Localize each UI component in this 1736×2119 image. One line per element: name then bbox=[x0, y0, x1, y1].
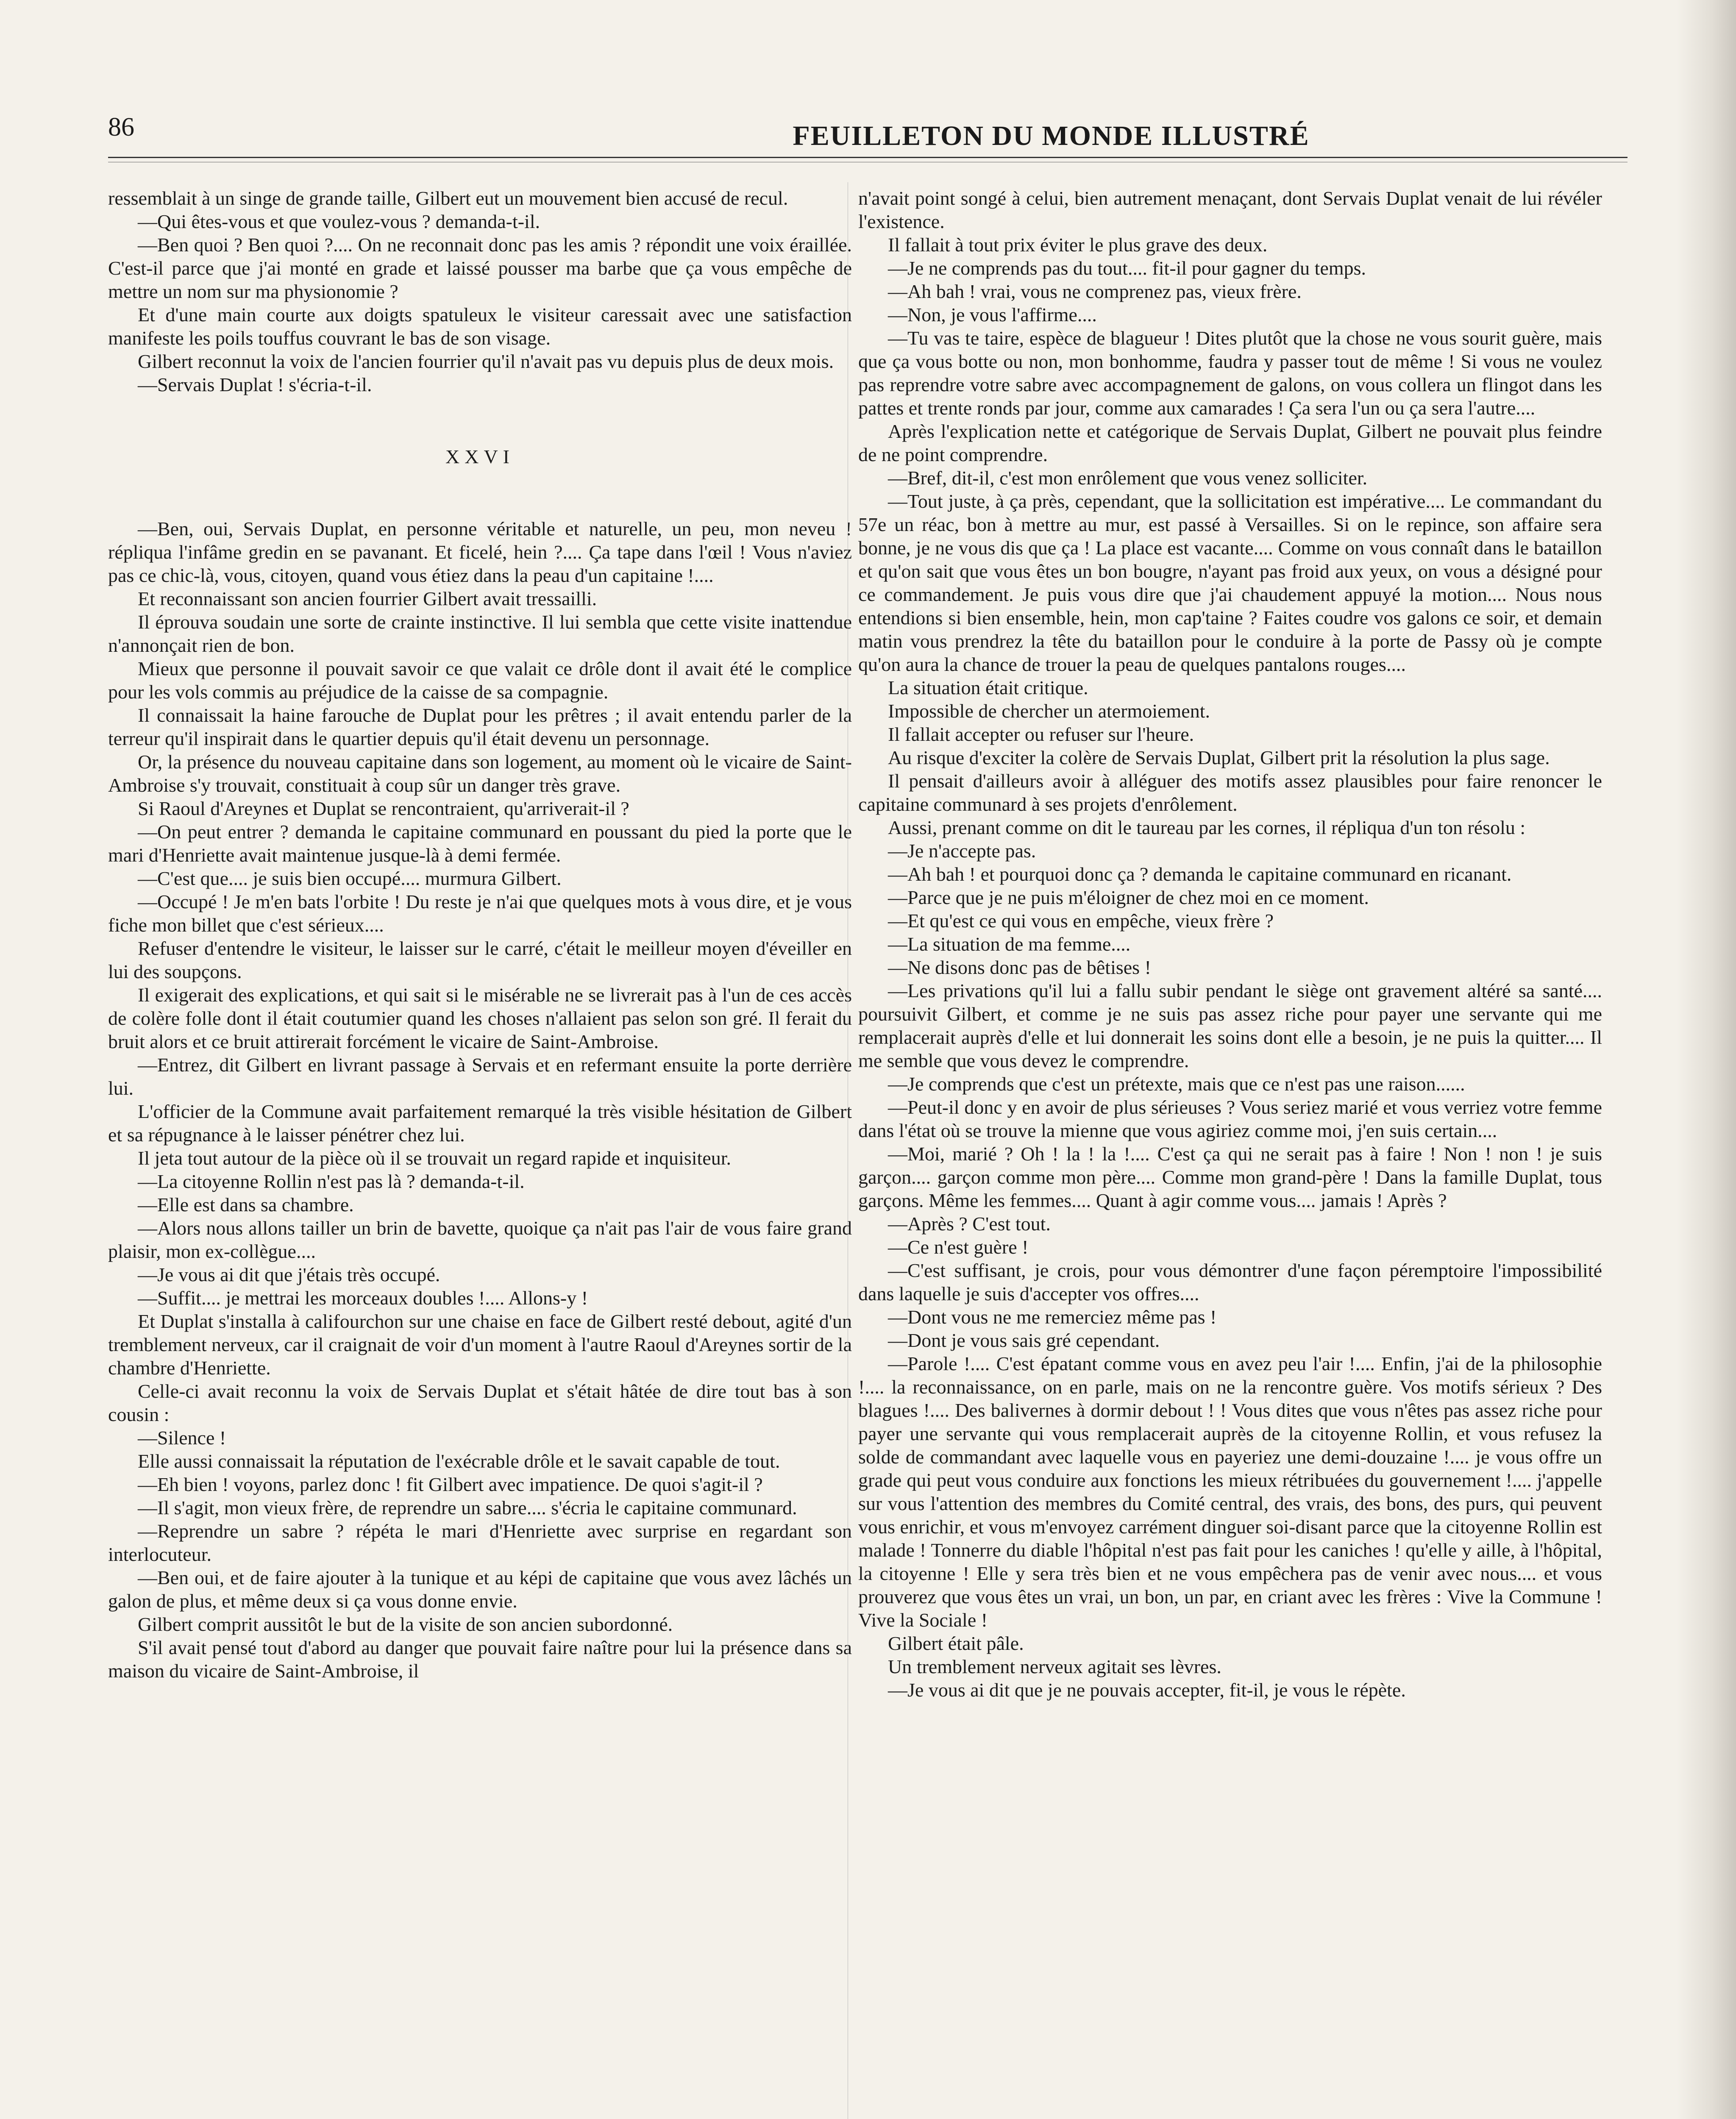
paragraph: —Occupé ! Je m'en bats l'orbite ! Du reste je n'ai que quelques mots à vous dire, et je vous fiche mon billet que c'est sérieux.... bbox=[108, 891, 852, 936]
paragraph: —Dont je vous sais gré cependant. bbox=[888, 1329, 1160, 1351]
page-edge-shadow bbox=[1677, 0, 1736, 2119]
paragraph: Or, la présence du nouveau capitaine dans son logement, au moment où le vicaire de Saint-Ambroise s'y trouvait, constituait à coup sûr un danger très grave. bbox=[108, 751, 852, 796]
paragraph: —C'est suffisant, je crois, pour vous démontrer d'une façon péremptoire l'impossibilité dans laquelle je suis d'accepter vos offres.... bbox=[858, 1260, 1602, 1304]
paragraph: Gilbert reconnut la voix de l'ancien fourrier qu'il n'avait pas vu depuis plus de deux mois. bbox=[138, 350, 834, 372]
paragraph: —Je n'accepte pas. bbox=[888, 840, 1036, 862]
paragraph: La situation était critique. bbox=[888, 677, 1088, 698]
paragraph: n'avait point songé à celui, bien autrement menaçant, dont Servais Duplat venait de lui révéler l'existence. bbox=[858, 187, 1602, 232]
paragraph: Si Raoul d'Areynes et Duplat se rencontraient, qu'arriverait-il ? bbox=[138, 798, 629, 819]
left-column-intro bbox=[108, 186, 852, 396]
paragraph: —Parole !.... C'est épatant comme vous en avez peu l'air !.... Enfin, j'ai de la philosophie !.... la reconnaissance, on en parle, mais on ne la rencontre guère. Vos motifs sérieux ? Des blagues !.... Des balivernes à dormir debout ! ! Vous dites que vous n'êtes pas assez riche pour payer une servante qui vous remplacerait auprès de la citoyenne Rollin, et vous refusez la solde de commandant avec laquelle vous en payeriez une demi-douzaine !.... je vous offre un grade qui peut vous conduire aux fonctions les mieux rétribuées du gouvernement !.... j'appelle sur vous l'attention des membres du Comité central, des vrais, des bons, des purs, qui peuvent vous enrichir, et vous m'envoyez carrément dinguer soi-disant parce que la citoyenne Rollin est malade ! Tonnerre du diable l'hôpital n'est pas fait pour les caniches ! qu'elle y aille, à l'hôpital, la citoyenne ! Elle y sera très bien et ne vous empêchera pas de venir avec nous.... et vous prouverez que vous êtes un vrai, un bon, un par, en criant avec les frères : Vive la Commune ! Vive la Sociale ! bbox=[858, 1353, 1602, 1631]
paragraph: —Ah bah ! vrai, vous ne comprenez pas, vieux frère. bbox=[888, 281, 1302, 302]
paragraph: Il jeta tout autour de la pièce où il se trouvait un regard rapide et inquisiteur. bbox=[138, 1147, 731, 1169]
paragraph: Il éprouva soudain une sorte de crainte instinctive. Il lui sembla que cette visite inattendue n'annonçait rien de bon. bbox=[108, 611, 852, 656]
paragraph: —La situation de ma femme.... bbox=[888, 933, 1131, 955]
paragraph: —Tu vas te taire, espèce de blagueur ! Dites plutôt que la chose ne vous sourit guère, mais que ça vous botte ou non, mon bonhomme, faudra y passer tout de même ! Si vous ne voulez pas reprendre votre sabre avec accompagnement de galons, on vous collera un flingot dans les pattes et trente ronds par jour, comme aux camarades ! Ça sera l'un ou ça sera l'autre.... bbox=[858, 327, 1602, 419]
paragraph: —Et qu'est ce qui vous en empêche, vieux frère ? bbox=[888, 910, 1274, 932]
paragraph: —Je ne comprends pas du tout.... fit-il pour gagner du temps. bbox=[888, 257, 1366, 279]
paragraph: —Ben quoi ? Ben quoi ?.... On ne reconnait donc pas les amis ? répondit une voix éraillée. C'est-il parce que j'ai monté en grade et laissé pousser ma barbe que ça vous empêche de mettre un nom sur ma physionomie ? bbox=[108, 234, 852, 302]
paragraph: Au risque d'exciter la colère de Servais Duplat, Gilbert prit la résolution la plus sage. bbox=[888, 747, 1550, 768]
paragraph: —Je vous ai dit que je ne pouvais accepter, fit-il, je vous le répète. bbox=[888, 1679, 1406, 1701]
paragraph: Et reconnaissant son ancien fourrier Gilbert avait tressailli. bbox=[138, 588, 597, 609]
paragraph: —Silence ! bbox=[138, 1427, 226, 1449]
paragraph: —Qui êtes-vous et que voulez-vous ? demanda-t-il. bbox=[138, 211, 540, 232]
paragraph: —Après ? C'est tout. bbox=[888, 1213, 1051, 1235]
paragraph: —Je comprends que c'est un prétexte, mais que ce n'est pas une raison...... bbox=[888, 1073, 1465, 1095]
paragraph: —Elle est dans sa chambre. bbox=[138, 1194, 354, 1215]
paragraph: —Ah bah ! et pourquoi donc ça ? demanda le capitaine communard en ricanant. bbox=[888, 863, 1512, 885]
paragraph: Mieux que personne il pouvait savoir ce que valait ce drôle dont il avait été le complice pour les vols commis au préjudice de la caisse de sa compagnie. bbox=[108, 658, 852, 703]
paragraph: —C'est que.... je suis bien occupé.... murmura Gilbert. bbox=[138, 868, 562, 889]
paragraph: —Non, je vous l'affirme.... bbox=[888, 304, 1097, 325]
paragraph: —Les privations qu'il lui a fallu subir pendant le siège ont gravement altéré sa santé.... poursuivit Gilbert, et comme je ne suis pas assez riche pour payer une servante qui me remplacerait auprès d'elle et lui donnerait les soins dont elle a besoin, je ne puis la quitter.... Il me semble que vous devez le comprendre. bbox=[858, 980, 1602, 1071]
paragraph: —Entrez, dit Gilbert en livrant passage à Servais et en refermant ensuite la porte derrière lui. bbox=[108, 1054, 852, 1099]
running-title: FEUILLETON DU MONDE ILLUSTRÉ bbox=[793, 120, 1310, 151]
paragraph: S'il avait pensé tout d'abord au danger que pouvait faire naître pour lui la présence dans sa maison du vicaire de Saint-Ambroise, il bbox=[108, 1637, 852, 1682]
paragraph: —La citoyenne Rollin n'est pas là ? demanda-t-il. bbox=[138, 1171, 525, 1192]
paragraph: Il fallait accepter ou refuser sur l'heure. bbox=[888, 723, 1194, 745]
paragraph: Il pensait d'ailleurs avoir à alléguer des motifs assez plausibles pour faire renoncer le capitaine communard à ses projets d'enrôlement. bbox=[858, 770, 1602, 815]
paragraph: Celle-ci avait reconnu la voix de Servais Duplat et s'était hâtée de dire tout bas à son cousin : bbox=[108, 1380, 852, 1425]
paragraph: —Bref, dit-il, c'est mon enrôlement que vous venez solliciter. bbox=[888, 467, 1368, 489]
paragraph: Gilbert était pâle. bbox=[888, 1632, 1024, 1654]
paragraph: —Je vous ai dit que j'étais très occupé. bbox=[138, 1264, 440, 1285]
page-number: 86 bbox=[108, 113, 134, 142]
paragraph: Refuser d'entendre le visiteur, le laisser sur le carré, c'était le meilleur moyen d'éveiller en lui des soupçons. bbox=[108, 937, 852, 982]
paragraph: Il connaissait la haine farouche de Duplat pour les prêtres ; il avait entendu parler de la terreur qu'il inspirait dans le quartier depuis qu'il était devenu un personnage. bbox=[108, 704, 852, 749]
paragraph: Et Duplat s'installa à califourchon sur une chaise en face de Gilbert resté debout, agité d'un tremblement nerveux, car il craignait de voir d'un moment à l'autre Raoul d'Areynes sortir de la chambre d'Henriette. bbox=[108, 1310, 852, 1379]
right-column bbox=[858, 186, 1602, 1702]
paragraph: Elle aussi connaissait la réputation de l'exécrable drôle et le savait capable de tout. bbox=[138, 1450, 780, 1472]
paragraph: —On peut entrer ? demanda le capitaine communard en poussant du pied la porte que le mari d'Henriette avait maintenue jusque-là à demi fermée. bbox=[108, 821, 852, 866]
paragraph: —Ne disons donc pas de bêtises ! bbox=[888, 957, 1151, 978]
paragraph: —Alors nous allons tailler un brin de bavette, quoique ça n'ait pas l'air de vous faire grand plaisir, mon ex-collègue.... bbox=[108, 1217, 852, 1262]
paragraph: Gilbert comprit aussitôt le but de la visite de son ancien subordonné. bbox=[138, 1613, 673, 1635]
paragraph: —Ben oui, et de faire ajouter à la tunique et au képi de capitaine que vous avez lâchés un galon de plus, et même deux si ça vous donne envie. bbox=[108, 1567, 852, 1612]
paragraph: Après l'explication nette et catégorique de Servais Duplat, Gilbert ne pouvait plus feindre de ne point comprendre. bbox=[858, 420, 1602, 465]
paragraph: Il fallait à tout prix éviter le plus grave des deux. bbox=[888, 234, 1268, 256]
header-rule bbox=[108, 157, 1628, 158]
paragraph: —Tout juste, à ça près, cependant, que la sollicitation est impérative.... Le commandant du 57e un réac, bon à mettre au mur, est passé à Versailles. Si on le repince, son affaire sera bonne, je ne vous dis que ça ! La place est vacante.... Comme on vous connaît dans le bataillon et qu'on sait que vous êtes un bon bougre, n'ayant pas froid aux yeux, on vous a désigné pour ce commandement. Je puis vous dire que j'ai chaudement appuyé la motion.... Nous nous entendions si bien ensemble, hein, mon cap'taine ? Faites coudre vos galons ce soir, et demain matin vous prendrez la tête du bataillon pour le conduire à la porte de Passy où je compte qu'on aura la chance de trouer la peau de quelques pantalons rouges.... bbox=[858, 490, 1602, 675]
left-column-chapter-text bbox=[108, 517, 852, 1682]
paragraph: —Il s'agit, mon vieux frère, de reprendre un sabre.... s'écria le capitaine communard. bbox=[138, 1497, 797, 1518]
paragraph: —Suffit.... je mettrai les morceaux doubles !.... Allons-y ! bbox=[138, 1287, 588, 1309]
paragraph: —Ben, oui, Servais Duplat, en personne véritable et naturelle, un peu, mon neveu ! répliqua l'infâme gredin en se pavanant. Et ficelé, hein ?.... Ça tape dans l'œil ! Vous n'aviez pas ce chic-là, vous, citoyen, quand vous étiez dans la peau d'un capitaine !.... bbox=[108, 518, 852, 586]
paragraph: Aussi, prenant comme on dit le taureau par les cornes, il répliqua d'un ton résolu : bbox=[888, 817, 1526, 838]
paragraph: Un tremblement nerveux agitait ses lèvres. bbox=[888, 1656, 1221, 1677]
paragraph: Il exigerait des explications, et qui sait si le misérable ne se livrerait pas à l'un de ces accès de colère folle dont il était coutumier quand les choses n'allaient pas selon son gré. Il ferait du bruit alors et ce bruit attirerait forcément le vicaire de Saint-Ambroise. bbox=[108, 984, 852, 1052]
paragraph: L'officier de la Commune avait parfaitement remarqué la très visible hésitation de Gilbert et sa répugnance à le laisser pénétrer chez lui. bbox=[108, 1101, 852, 1146]
paragraph: —Servais Duplat ! s'écria-t-il. bbox=[138, 374, 372, 395]
paragraph: —Dont vous ne me remerciez même pas ! bbox=[888, 1306, 1217, 1328]
paragraph: —Eh bien ! voyons, parlez donc ! fit Gilbert avec impatience. De quoi s'agit-il ? bbox=[138, 1474, 763, 1495]
paragraph: —Ce n'est guère ! bbox=[888, 1236, 1029, 1258]
left-column bbox=[108, 186, 852, 1682]
paragraph: —Peut-il donc y en avoir de plus sérieuses ? Vous seriez marié et vous verriez votre femme dans l'état où se trouve la mienne que vous agiriez comme moi, j'en suis certain.... bbox=[858, 1096, 1602, 1141]
paragraph: Impossible de chercher un atermoiement. bbox=[888, 700, 1210, 722]
chapter-heading: XXVI bbox=[445, 446, 515, 467]
right-column-text bbox=[858, 186, 1602, 1702]
paragraph: —Parce que je ne puis m'éloigner de chez moi en ce moment. bbox=[888, 887, 1369, 908]
paragraph: Et d'une main courte aux doigts spatuleux le visiteur caressait avec une satisfaction manifeste les poils touffus couvrant le bas de son visage. bbox=[108, 304, 852, 349]
paragraph: —Moi, marié ? Oh ! la ! la !.... C'est ça qui ne serait pas à faire ! Non ! non ! je suis garçon.... garçon comme mon père.... Comme mon grand-père ! Dans la famille Duplat, tous garçons. Même les femmes.... Quant à agir comme vous.... jamais ! Après ? bbox=[858, 1143, 1602, 1211]
paragraph: —Reprendre un sabre ? répéta le mari d'Henriette avec surprise en regardant son interlocuteur. bbox=[108, 1520, 852, 1565]
paragraph: ressemblait à un singe de grande taille, Gilbert eut un mouvement bien accusé de recul. bbox=[108, 187, 788, 209]
